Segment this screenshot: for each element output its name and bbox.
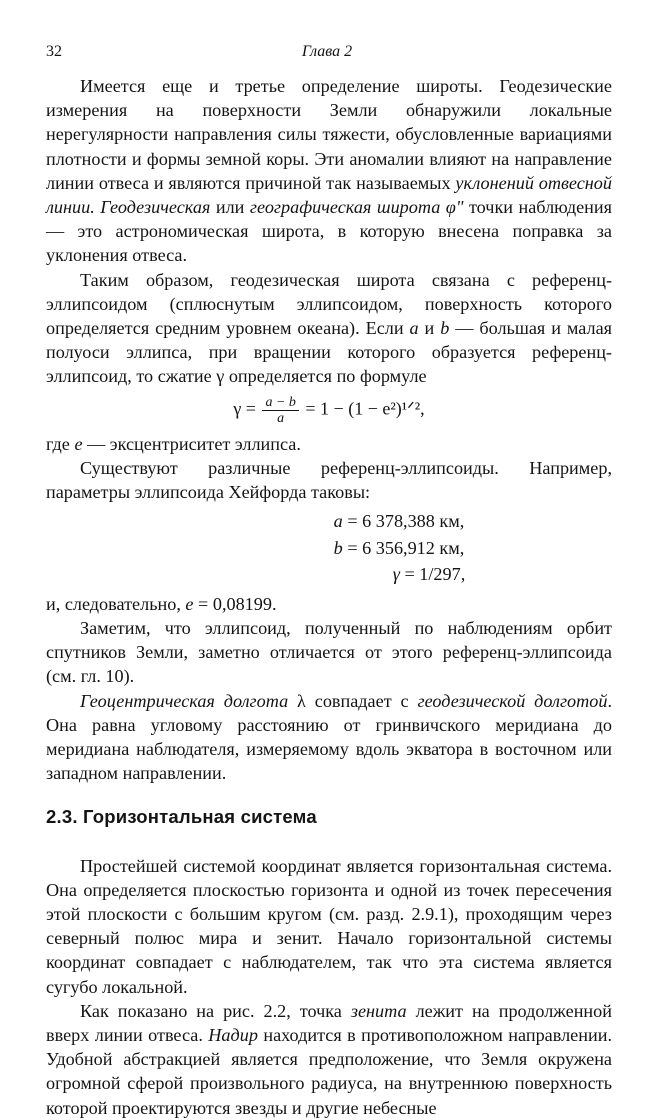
page-header [46,43,608,65]
hayford-semi-major: a = 6 378,388 км, [333,511,465,532]
text-run: — большая и малая полуоси эллипса, при вращении которого образуется референц-эллипсоид, то сжатие γ определяется по формуле [46,318,613,387]
fraction-numerator: a − b [262,395,298,411]
running-head: Глава 2 [301,43,353,60]
text-run: находится в противоположном направлении. Удобной абстракцией является предположение, что Земля окружена огромной сферой произвольного радиуса, на внутреннюю поверхность которой проектируются звезды и другие небесные [46,1025,612,1118]
text-run: Имеется еще и третье определение широты. Геодезические измерения на поверхности Земли обнаружили локальные нерегулярности направления силы тяжести, обусловленные вариациями плотности и формы земной коры. Эти аномалии влияют на направление линии отвеса и являются причиной так называемых [46,76,612,193]
page-body [46,74,612,1120]
formula-flattening [46,395,612,426]
text-run: или [210,197,250,218]
text-run: и [418,318,441,339]
text-run: и, следовательно, [46,593,186,614]
fraction-denominator: a [277,410,285,426]
italic-term: a [409,318,419,339]
text-run: Заметим, что эллипсоид, полученный по наблюдениям орбит спутников Земли, заметно отличается от этого референц-эллипсоида (см. гл. 10). [46,617,612,687]
hayford-semi-minor: b = 6 356,912 км, [333,537,465,558]
section-heading: 2.3. Горизонтальная система [46,806,317,828]
italic-term: Надир [208,1025,258,1045]
italic-term: геодезической долготой [417,690,608,711]
paragraph-eccentricity-value [46,592,612,616]
italic-term: Геоцентрическая долгота [80,690,289,711]
text-run: Таким образом, геодезическая широта связана с референц-эллипсоидом (сплюснутым эллипсоидом, поверхность которого определяется средним уровнем океана). Если [46,269,612,339]
paragraph-eccentricity [46,432,612,456]
italic-term: уклонений отвесной линии. Геодезическая [46,172,612,218]
text-run: — эксцентриситет эллипса. [82,433,301,454]
text-run: лежит на продолженной вверх линии отвеса. [46,1000,612,1045]
paragraph-reference-ellipsoids [46,456,612,504]
hayford-flattening: γ = 1/297, [392,564,466,585]
text-run: Как показано на рис. 2.2, точка [80,1000,351,1021]
text-run: где [46,433,75,454]
paragraph-zenith-nadir [46,999,612,1120]
formula-hayford [46,508,612,588]
italic-term: e [185,593,194,614]
paragraph-third-latitude [46,74,612,268]
formula-lhs: γ = [233,398,256,419]
italic-term: e [74,433,83,454]
paragraph-geodetic-latitude [46,268,612,389]
italic-term: b [440,318,450,339]
text-run: λ совпадает с [288,690,418,711]
text-run: Простейшей системой координат является горизонтальная система. Она определяется плоскостью горизонта и одной из точек пересечения этой плоскости с большим кругом (см. разд. 2.9.1), проходящим через северный полюс мира и зенит. Начало горизонтальной системы координат совпадает с наблюдателем, так что эта система является сугубо локальной. [46,855,612,997]
formula-rhs: = 1 − (1 − e²)¹ᐟ², [305,398,425,419]
formula-variable: b [333,537,343,558]
text-run: Существуют различные референц-эллипсоиды. Например, параметры эллипсоида Хейфорда таковы: [46,457,612,503]
paragraph-longitude [46,689,612,786]
page-number: 32 [46,43,62,60]
italic-term: зенита [350,1000,407,1021]
text-run: = 0,08199. [193,593,277,614]
formula-variable: γ [392,564,400,585]
text-run: точки наблюдения — это астрономическая широта, в которую внесена поправка за уклонения отвеса. [46,197,613,266]
paragraph-satellite-ellipsoid [46,616,612,689]
formula-fraction [262,395,298,426]
formula-variable: a [333,511,343,532]
text-run: . Она равна угловому расстоянию от гринвичского меридиана до меридиана наблюдателя, измеряемому вдоль экватора в восточном или западном направлении. [46,690,612,784]
italic-term: географическая широта φ" [249,197,464,218]
paragraph-horizontal-system [46,854,612,999]
